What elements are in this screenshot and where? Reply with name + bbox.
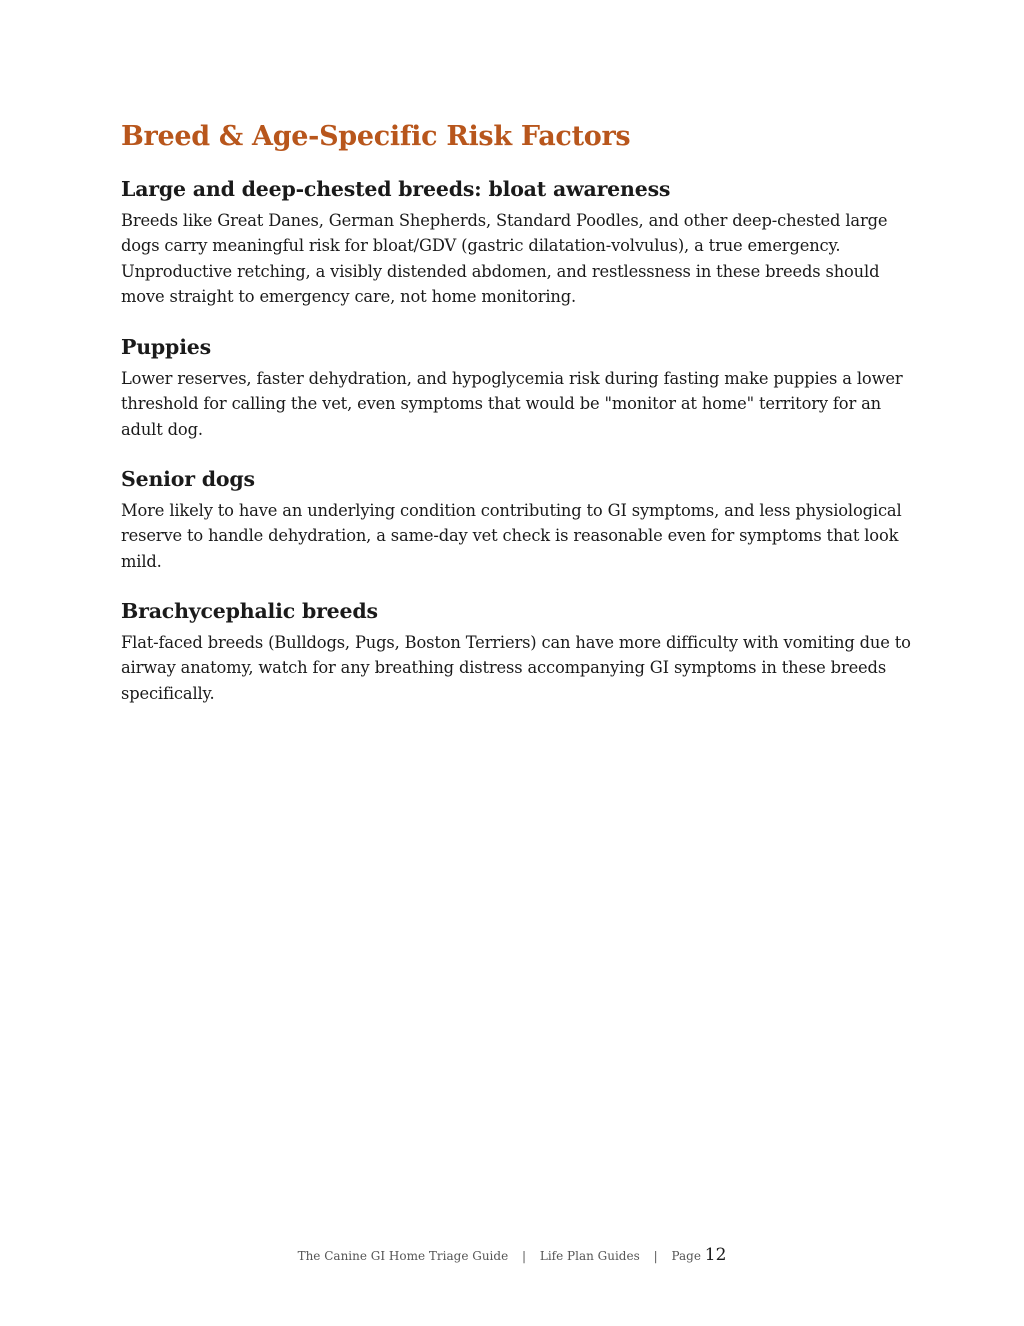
section-heading: Senior dogs: [121, 467, 255, 492]
page-content: [121, 118, 911, 706]
section-body: Flat-faced breeds (Bulldogs, Pugs, Boston Terriers) can have more difficulty with vomiting due to airway anatomy, watch for any breathing distress accompanying GI symptoms in these breeds specifically.: [121, 632, 911, 703]
footer-separator: |: [522, 1249, 527, 1263]
section-heading: Puppies: [121, 335, 211, 360]
section-puppies: [121, 332, 911, 442]
section-body: More likely to have an underlying condition contributing to GI symptoms, and less physiological reserve to handle dehydration, a same-day vet check is reasonable even for symptoms that look mild.: [121, 501, 902, 571]
section-brachycephalic-breeds: [121, 596, 911, 706]
section-heading: Brachycephalic breeds: [121, 598, 378, 623]
page-footer: [0, 1244, 1024, 1267]
page-title: Breed & Age-Specific Risk Factors: [121, 121, 631, 152]
section-body: Breeds like Great Danes, German Shepherds, Standard Poodles, and other deep-chested large dogs carry meaningful risk for bloat/GDV (gastric dilatation-volvulus), a true emergency. Unproductive retching, a visibly distended abdomen, and restlessness in these breeds should move straight to emergency care, not home monitoring.: [121, 211, 888, 306]
footer-page-number: 12: [704, 1245, 727, 1265]
footer-separator: |: [653, 1249, 658, 1263]
section-senior-dogs: [121, 464, 911, 574]
footer-publisher: Life Plan Guides: [539, 1249, 640, 1263]
footer-guide-title: The Canine GI Home Triage Guide: [297, 1249, 509, 1263]
section-body: Lower reserves, faster dehydration, and hypoglycemia risk during fasting make puppies a lower threshold for calling the vet, even symptoms that would be "monitor at home" territory for an adult dog.: [121, 369, 903, 439]
section-heading: Large and deep-chested breeds: bloat awareness: [121, 177, 671, 201]
footer-page-label: Page: [671, 1249, 701, 1263]
section-bloat-awareness: [121, 174, 911, 309]
